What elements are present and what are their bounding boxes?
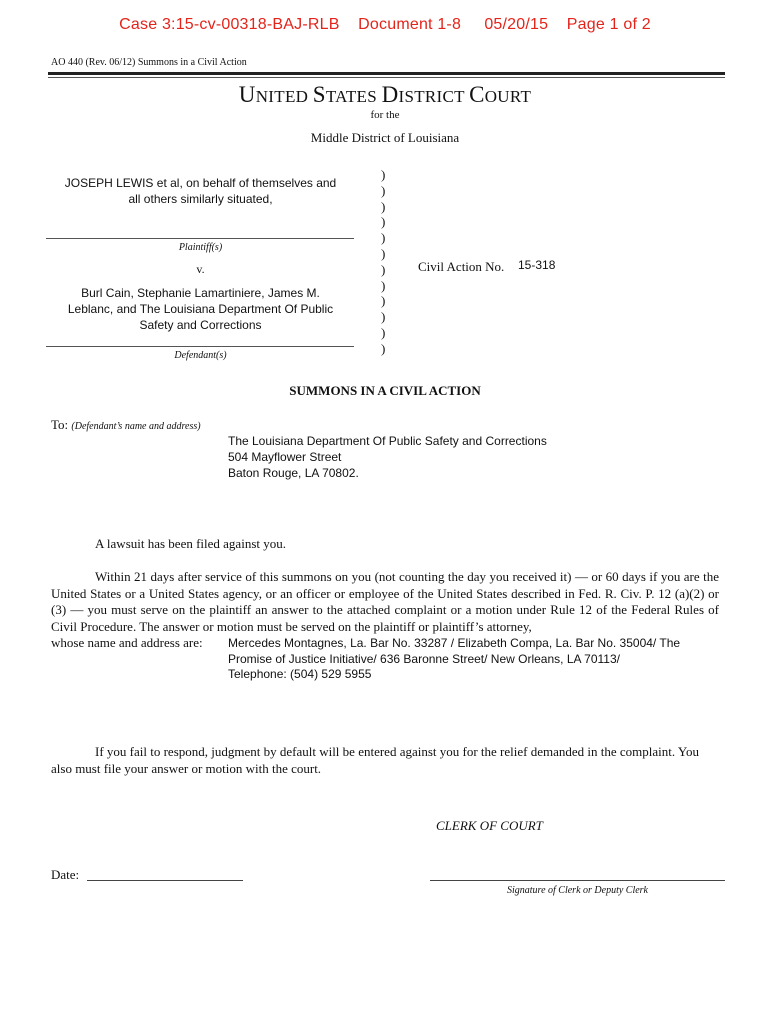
page-indicator: Page 1 of 2 xyxy=(566,16,651,33)
caption-parentheses: ) ) ) ) ) ) ) ) ) ) ) ) xyxy=(381,167,386,356)
plaintiff-rule xyxy=(46,238,354,239)
header-rule-thin xyxy=(48,77,725,78)
whose-name-label: whose name and address are: xyxy=(51,635,203,650)
ecf-filing-header xyxy=(0,16,770,34)
civil-action-label: Civil Action No. xyxy=(418,259,505,274)
defendant-label: Defendant(s) xyxy=(174,350,227,361)
date-label: Date: xyxy=(51,867,80,882)
to-label: To: xyxy=(51,417,69,432)
to-hint: (Defendant’s name and address) xyxy=(71,421,201,432)
response-deadline-paragraph: Within 21 days after service of this summons on you (not counting the day you received it) — or 60 days if you are the United States or a United States agency, or an officer or employee of the United States described in Fed. R. Civ. P. 12 (a)(2) or (3) — you must serve on the plaintiff an answer to the attached complaint or a motion under Rule 12 of the Federal Rules of Civil Procedure. The answer or motion must be served on the plaintiff or plaintiff’s attorney, xyxy=(51,569,719,634)
case-number: Case 3:15-cv-00318-BAJ-RLB xyxy=(119,16,340,33)
plaintiff-names: JOSEPH LEWIS et al, on behalf of themselves and all others similarly situated, xyxy=(64,176,337,206)
attorney-address: Mercedes Montagnes, La. Bar No. 33287 / Elizabeth Compa, La. Bar No. 35004/ The Promise of Justice Initiative/ 636 Baronne Street/ New Orleans, LA 70113/ Telephone: (504) 529 5955 xyxy=(228,636,681,681)
clerk-signature-line xyxy=(430,880,725,881)
lawsuit-filed-paragraph: A lawsuit has been filed against you. xyxy=(95,536,286,551)
court-title: UNITED STATES DISTRICT COURT xyxy=(238,82,532,107)
form-identifier: AO 440 (Rev. 06/12) Summons in a Civil Action xyxy=(51,57,247,68)
to-line xyxy=(51,417,201,433)
document-number: Document 1-8 xyxy=(358,16,462,33)
versus-label: v. xyxy=(196,262,205,276)
for-the-label: for the xyxy=(370,109,400,121)
plaintiff-label: Plaintiff(s) xyxy=(178,242,223,253)
summons-heading: SUMMONS IN A CIVIL ACTION xyxy=(289,383,481,398)
civil-action-number: 15-318 xyxy=(518,258,556,272)
district-name: Middle District of Louisiana xyxy=(310,130,460,145)
signature-label: Signature of Clerk or Deputy Clerk xyxy=(507,885,648,896)
defendant-names: Burl Cain, Stephanie Lamartiniere, James M. Leblanc, and The Louisiana Department Of Public Safety and Corrections xyxy=(67,286,334,332)
defendant-address: The Louisiana Department Of Public Safety and Corrections 504 Mayflower Street Baton Rouge, LA 70802. xyxy=(228,434,547,480)
header-rule-thick xyxy=(48,72,725,75)
defendant-rule xyxy=(46,346,354,347)
date-signature-line xyxy=(87,880,243,881)
default-judgment-paragraph: If you fail to respond, judgment by default will be entered against you for the relief demanded in the complaint. You also must file your answer or motion with the court. xyxy=(51,744,699,776)
filing-date: 05/20/15 xyxy=(484,16,549,33)
clerk-of-court-label: CLERK OF COURT xyxy=(436,818,543,833)
